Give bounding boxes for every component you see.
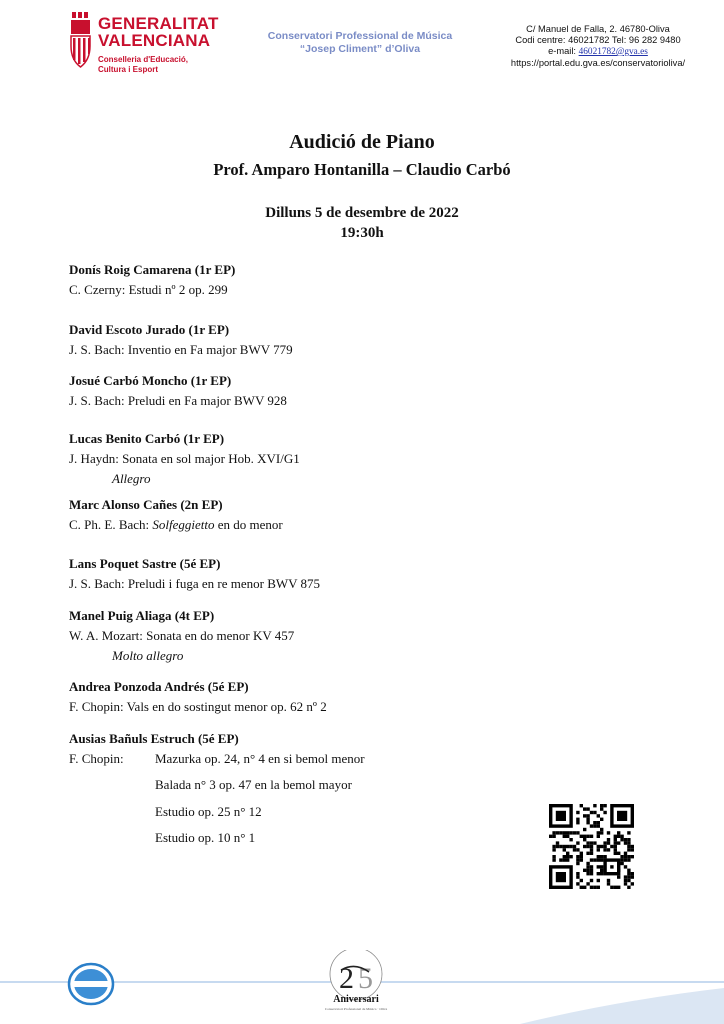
piece: Mazurka op. 24, n° 4 en si bemol menor (155, 751, 365, 766)
piece: J. S. Bach: Preludi en Fa major BWV 928 (69, 393, 287, 408)
performer-name: Lans Poquet Sastre (5é EP) (69, 556, 221, 571)
performer-name: Lucas Benito Carbó (1r EP) (69, 431, 225, 446)
piece: Estudio op. 25 n° 12 (155, 804, 262, 819)
anniversary-subtitle: Conservatori Professional de Música · Oliva (324, 1007, 388, 1011)
event-date: Dilluns 5 de desembre de 2022 (265, 205, 459, 221)
website-line[interactable]: https://portal.edu.gva.es/conservatorioliva/ (510, 58, 686, 68)
email-link[interactable]: 46021782@gva.es (578, 47, 648, 57)
performer-entry (69, 431, 300, 467)
performer-entry (69, 497, 283, 533)
gva-line3: Conselleria d'Educació, (98, 55, 188, 64)
piece: J. S. Bach: Inventio en Fa major BWV 779 (69, 342, 293, 357)
email-line (495, 46, 701, 58)
piece: Estudio op. 10 n° 1 (155, 830, 256, 845)
gva-line2: VALENCIANA (98, 31, 211, 50)
conservatory-line2: “Josep Climent” d’Oliva (299, 43, 421, 55)
piece: F. Chopin: Vals en do sostingut menor op. 62 nº 2 (69, 699, 327, 714)
gva-line4: Cultura i Esport (98, 65, 159, 74)
page-title: Audició de Piano (289, 131, 435, 153)
address-line: C/ Manuel de Falla, 2. 46780-Oliva (526, 24, 670, 34)
event-time: 19:30h (340, 225, 384, 241)
performer-name: Ausias Bañuls Estruch (5é EP) (69, 731, 239, 746)
contact-block (495, 24, 701, 69)
generalitat-logo (68, 12, 219, 76)
piece-key: en do menor (214, 517, 283, 532)
gva-line1: GENERALITAT (98, 14, 219, 33)
qr-code[interactable] (549, 804, 634, 889)
piece: J. S. Bach: Preludi i fuga en re menor BWV 875 (69, 576, 321, 591)
performer-name: David Escoto Jurado (1r EP) (69, 322, 230, 337)
piece-title: Solfeggietto (152, 517, 215, 532)
performer-name: Marc Alonso Cañes (2n EP) (69, 497, 223, 512)
piece: Balada n° 3 op. 47 en la bemol mayor (155, 777, 352, 792)
piece: W. A. Mozart: Sonata en do menor KV 457 (69, 628, 295, 643)
piece: J. Haydn: Sonata en sol major Hob. XVI/G1 (69, 451, 300, 466)
performer-entry (69, 262, 235, 298)
conservatory-line1: Conservatori Professional de Música (267, 30, 453, 42)
performer-entry (69, 608, 294, 644)
movement: Molto allegro (112, 648, 184, 663)
piece-composer: F. Chopin: (69, 751, 124, 766)
piece (69, 517, 283, 533)
piece-composer: C. Ph. E. Bach: (69, 517, 153, 532)
movement: Allegro (112, 471, 151, 486)
performer-name: Donís Roig Camarena (1r EP) (69, 262, 236, 277)
performer-name: Josué Carbó Moncho (1r EP) (69, 373, 232, 388)
performer-entry (69, 322, 293, 358)
performer-name: Andrea Ponzoda Andrés (5é EP) (69, 679, 249, 694)
performer-entry (69, 679, 327, 715)
generalitat-emblem-icon (68, 12, 94, 68)
piece: C. Czerny: Estudi nº 2 op. 299 (69, 282, 228, 297)
anniversary-label: Aniversari (333, 994, 379, 1005)
performer-name: Manel Puig Aliaga (4t EP) (69, 608, 215, 623)
performer-entry (69, 373, 287, 409)
conservatory-name (240, 30, 480, 56)
svg-text:2: 2 (339, 962, 354, 995)
teachers-subtitle: Prof. Amparo Hontanilla – Claudio Carbó (213, 160, 511, 179)
performer-entry (69, 556, 320, 592)
conservatory-badge-icon (67, 962, 115, 1006)
email-label: e-mail: (548, 46, 577, 56)
centre-code-line: Codi centre: 46021782 Tel: 96 282 9480 (515, 35, 681, 45)
svg-text:5: 5 (358, 962, 373, 995)
